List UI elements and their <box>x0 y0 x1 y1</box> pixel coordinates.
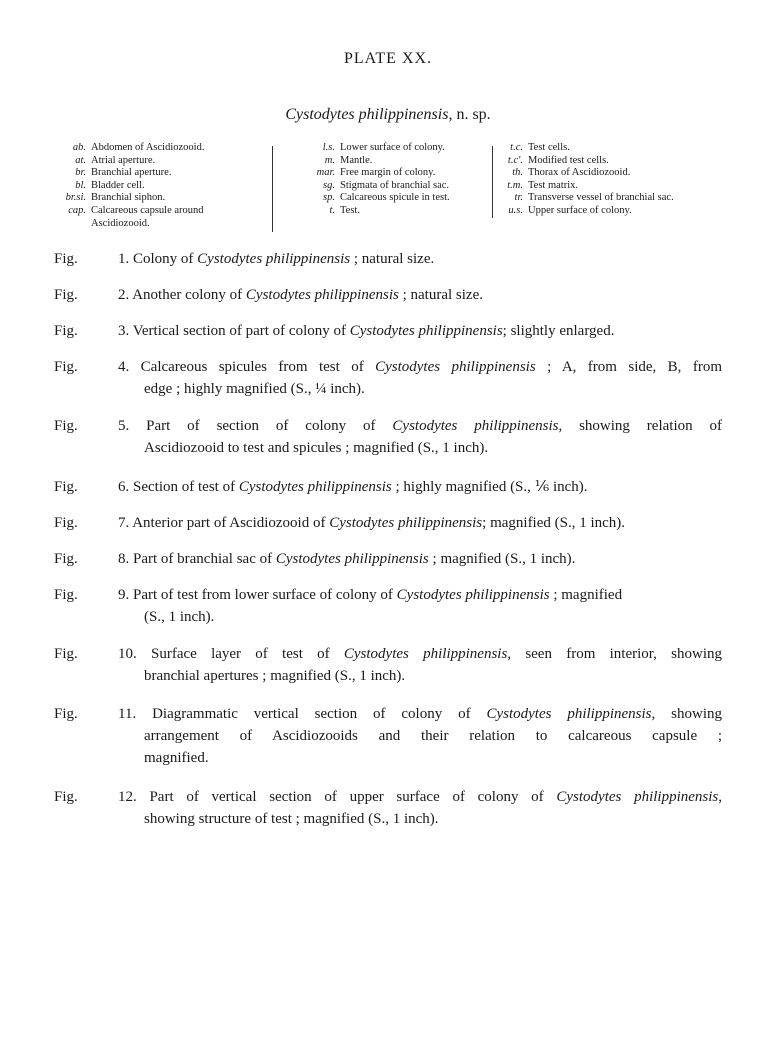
legend-abbreviation: m. <box>324 154 335 166</box>
species-name: Cystodytes philippinensis <box>392 418 559 434</box>
caption-text: Part of section of colony of <box>146 418 393 434</box>
figure-caption <box>54 643 722 687</box>
figure-label: Fig. <box>54 251 78 267</box>
caption-text: Calcareous spicules from test of <box>140 359 376 375</box>
legend-entry <box>48 142 263 155</box>
figure-caption <box>54 320 722 342</box>
caption-text: , showing <box>651 706 722 722</box>
caption-text: ; A, from side, B, from <box>535 359 722 375</box>
caption-continuation: Ascidiozooid to test and spicules ; magnified (S., 1 inch). <box>144 440 489 456</box>
legend-abbreviation: th. <box>512 167 523 179</box>
figure-label: Fig. <box>54 551 78 567</box>
figure-number: 5. <box>118 418 130 434</box>
caption-continuation: showing structure of test ; magnified (S., 1 inch). <box>144 811 439 827</box>
figure-caption <box>54 356 722 400</box>
legend-entry <box>498 142 674 155</box>
figure-caption <box>54 548 722 570</box>
caption-continuation: magnified. <box>144 750 209 766</box>
legend-description: Lower surface of colony. <box>340 142 445 153</box>
legend-entry <box>498 180 674 193</box>
figure-number: 4. <box>118 359 130 375</box>
caption-text: , <box>718 789 722 805</box>
legend-description: Test matrix. <box>528 179 579 191</box>
figure-number: 1. <box>118 251 130 267</box>
species-name: Cystodytes philippinensis <box>349 323 503 339</box>
legend-entry <box>498 167 674 180</box>
caption-text: Colony of <box>133 251 198 267</box>
legend-description: Test cells. <box>528 142 570 153</box>
figure-label: Fig. <box>54 359 78 375</box>
caption-text: ; highly magnified (S., ⅙ inch). <box>391 479 588 495</box>
caption-continuation: arrangement of Ascidiozooids and their relation to calcareous capsule ; <box>144 728 722 744</box>
legend-entry <box>290 180 450 193</box>
legend-entry <box>498 205 674 218</box>
species-name: Cystodytes philippinensis <box>556 789 719 805</box>
legend-entry <box>48 167 263 180</box>
caption-text: , seen from interior, showing <box>507 646 723 662</box>
legend-entry <box>48 192 263 205</box>
caption-text: Diagrammatic vertical section of colony of <box>152 706 487 722</box>
figure-label: Fig. <box>54 418 78 434</box>
caption-text: ; natural size. <box>350 251 435 267</box>
species-name: Cystodytes philippinensis <box>238 479 392 495</box>
figure-label: Fig. <box>54 646 78 662</box>
caption-text: Part of vertical section of upper surface of colony of <box>149 789 557 805</box>
figure-number: 8. <box>118 551 130 567</box>
caption-continuation: branchial apertures ; magnified (S., 1 inch). <box>144 668 406 684</box>
figure-caption <box>54 512 722 534</box>
caption-continuation: (S., 1 inch). <box>144 609 215 625</box>
legend-description: Abdomen of Ascidiozooid. <box>91 142 205 153</box>
species-name: Cystodytes philippinensis <box>285 106 449 123</box>
legend-abbreviation: t.c. <box>510 142 523 153</box>
legend-abbreviation: sg. <box>323 179 335 191</box>
legend-entry <box>290 155 450 168</box>
caption-text: ; natural size. <box>398 287 483 303</box>
legend-description: Calcareous capsule around Ascidiozooid. <box>91 204 204 229</box>
figure-caption <box>54 248 722 270</box>
legend-description: Stigmata of branchial sac. <box>340 179 450 191</box>
figure-caption <box>54 584 722 628</box>
legend-entry <box>290 205 450 218</box>
legend-description: Modified test cells. <box>528 154 609 166</box>
legend-description: Branchial siphon. <box>91 192 166 204</box>
legend-abbreviation: t.m. <box>507 179 523 191</box>
legend-description: Calcareous spicule in test. <box>340 192 450 204</box>
species-name: Cystodytes philippinensis <box>343 646 508 662</box>
figure-number: 9. <box>118 587 130 603</box>
figure-number: 10. <box>118 646 137 662</box>
legend-abbreviation: mar. <box>316 167 335 179</box>
figure-number: 12. <box>118 789 137 805</box>
species-name: Cystodytes philippinensis <box>245 287 399 303</box>
legend-description: Test. <box>340 204 360 216</box>
legend-description: Bladder cell. <box>91 179 145 191</box>
figure-caption <box>54 284 722 306</box>
legend-description: Upper surface of colony. <box>528 204 632 216</box>
legend-divider <box>272 146 273 232</box>
legend-entry <box>48 180 263 193</box>
species-name: Cystodytes philippinensis <box>275 551 429 567</box>
legend-abbreviation: cap. <box>68 204 86 216</box>
legend-column-1 <box>48 142 263 230</box>
caption-text: ; magnified (S., 1 inch). <box>428 551 576 567</box>
legend-entry <box>290 192 450 205</box>
legend-abbreviation: br. <box>75 167 86 179</box>
figure-label: Fig. <box>54 479 78 495</box>
legend-description: Free margin of colony. <box>340 167 436 179</box>
species-title <box>0 106 776 124</box>
legend-description: Atrial aperture. <box>91 154 156 166</box>
legend-column-3 <box>498 142 674 218</box>
figure-caption <box>54 415 722 459</box>
legend-entry <box>48 155 263 168</box>
legend-entry <box>48 205 263 230</box>
caption-text: , showing relation of <box>558 418 722 434</box>
legend-description: Mantle. <box>340 154 373 166</box>
figure-caption <box>54 476 722 498</box>
caption-text: Part of branchial sac of <box>133 551 276 567</box>
legend-entry <box>498 155 674 168</box>
plate-title: PLATE XX. <box>343 50 433 67</box>
legend-abbreviation: l.s. <box>322 142 335 153</box>
species-suffix: , n. sp. <box>448 106 491 123</box>
caption-text: Vertical section of part of colony of <box>132 323 350 339</box>
caption-text: Section of test of <box>133 479 239 495</box>
figure-label: Fig. <box>54 789 78 805</box>
figure-number: 2. <box>118 287 130 303</box>
legend-abbreviation: t. <box>329 204 335 216</box>
legend-entry <box>290 142 450 155</box>
caption-text: ; slightly enlarged. <box>502 323 615 339</box>
legend-divider <box>492 146 493 218</box>
figure-caption <box>54 703 722 769</box>
figure-number: 11. <box>118 706 137 722</box>
legend-abbreviation: br.si. <box>65 192 86 204</box>
figure-number: 7. <box>118 515 130 531</box>
legend-column-2 <box>290 142 450 218</box>
caption-text: Part of test from lower surface of colony of <box>133 587 397 603</box>
figure-caption <box>54 786 722 830</box>
species-name: Cystodytes philippinensis <box>396 587 550 603</box>
species-name: Cystodytes philippinensis <box>329 515 483 531</box>
caption-text: Surface layer of test of <box>151 646 344 662</box>
legend-entry <box>290 167 450 180</box>
caption-text: ; magnified (S., 1 inch). <box>482 515 626 531</box>
figure-label: Fig. <box>54 706 78 722</box>
caption-text: ; magnified <box>549 587 623 603</box>
legend-abbreviation: t.c'. <box>507 154 523 166</box>
figure-label: Fig. <box>54 587 78 603</box>
legend-abbreviation: bl. <box>75 179 86 191</box>
legend-entry <box>498 192 674 205</box>
species-name: Cystodytes philippinensis <box>375 359 536 375</box>
legend-abbreviation: u.s. <box>508 204 523 216</box>
caption-continuation: edge ; highly magnified (S., ¼ inch). <box>144 381 365 397</box>
caption-text: Another colony of <box>132 287 246 303</box>
caption-text: Anterior part of Ascidiozooid of <box>132 515 330 531</box>
legend-abbreviation: at. <box>75 154 86 166</box>
legend-abbreviation: ab. <box>72 142 86 153</box>
species-name: Cystodytes philippinensis <box>197 251 351 267</box>
legend-description: Thorax of Ascidiozooid. <box>528 167 631 179</box>
legend-abbreviation: tr. <box>514 192 523 204</box>
figure-number: 6. <box>118 479 130 495</box>
figure-number: 3. <box>118 323 130 339</box>
figure-label: Fig. <box>54 287 78 303</box>
legend-description: Branchial aperture. <box>91 167 172 179</box>
legend-description: Transverse vessel of branchial sac. <box>528 192 674 204</box>
figure-label: Fig. <box>54 323 78 339</box>
figure-label: Fig. <box>54 515 78 531</box>
legend-abbreviation: sp. <box>323 192 335 204</box>
species-name: Cystodytes philippinensis <box>486 706 652 722</box>
